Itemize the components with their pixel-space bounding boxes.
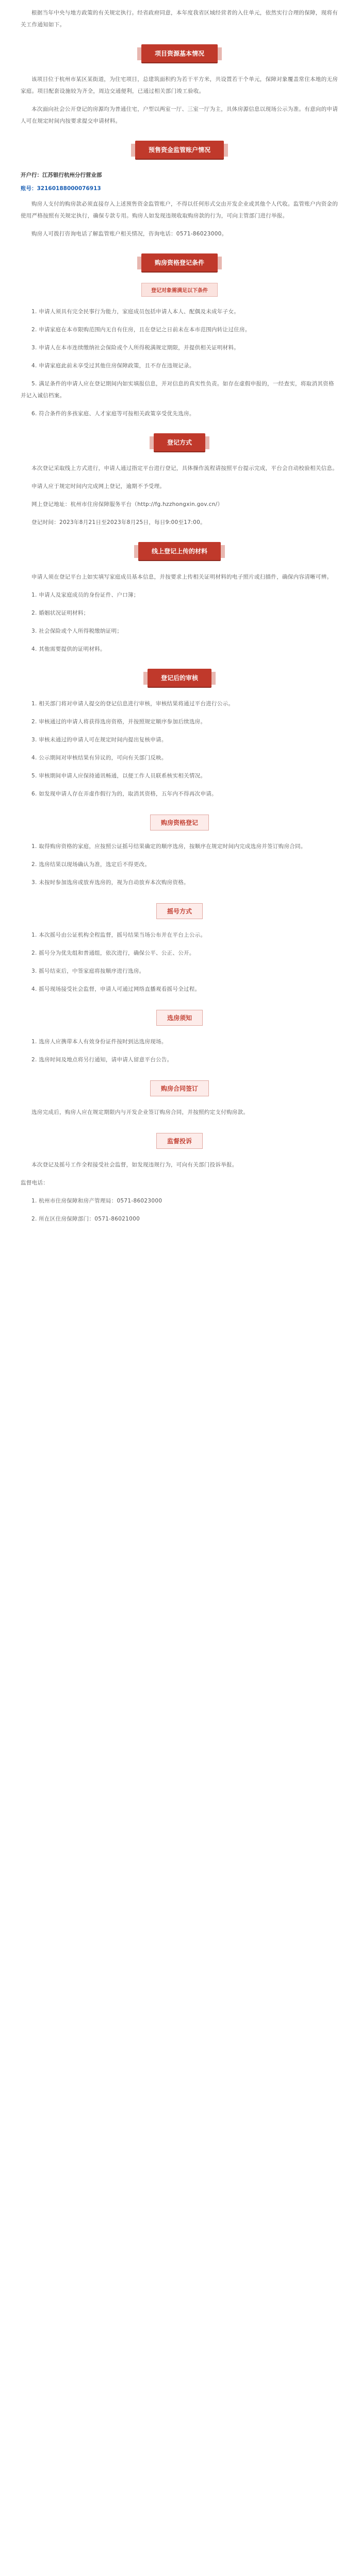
paragraph: 2. 婚姻状况证明材料； — [31, 610, 89, 616]
paragraph: 2. 选房结果以现场确认为准，选定后不得更改。 — [31, 861, 151, 868]
paragraph: 3. 申请人在本市连续缴纳社会保险或个人所得税满规定期限，并提供相关证明材料。 — [31, 345, 240, 351]
section-header — [21, 669, 338, 687]
paragraph: 3. 审核未通过的申请人可在规定时间内提出复核申请。 — [31, 737, 167, 743]
paragraph: 4. 公示期间对审核结果有异议的，可向有关部门反映。 — [31, 755, 167, 761]
section-title: 监督投诉 — [156, 1133, 203, 1149]
list-item: 1. 杭州市住房保障和房产管理局：0571-86023000 — [31, 1198, 162, 1204]
section-title: 购房资格登记 — [150, 815, 209, 831]
paragraph: 4. 申请家庭此前未享受过其他住房保障政策，且不存在违规记录。 — [31, 363, 195, 369]
paragraph: 1. 选房人应携带本人有效身份证件按时到达选房现场。 — [31, 1039, 167, 1045]
paragraph: 3. 未按时参加选房或放弃选房的，视为自动放弃本次购房资格。 — [31, 879, 189, 886]
list-item: 2. 所在区住房保障部门：0571-86021000 — [31, 1216, 140, 1222]
paragraph: 本次登记采取线上方式进行，申请人通过指定平台进行登记，具体操作流程请按照平台提示完成，平台会自动校验相关信息。 — [31, 465, 338, 471]
paragraph: 4. 摇号现场接受社会监督，申请人可通过网络直播观看摇号全过程。 — [31, 986, 201, 992]
paragraph: 选房完成后，购房人应在规定期限内与开发企业签订购房合同，并按照约定支付购房款。 — [31, 1109, 249, 1115]
paragraph: 3. 摇号结束后，中签家庭将按顺序进行选房。 — [31, 968, 145, 974]
section-title: 预售资金监管账户情况 — [135, 141, 224, 159]
section-header — [21, 253, 338, 272]
registration-time: 登记时间：2023年8月21日至2023年8月25日，每日9:00至17:00。 — [31, 519, 206, 526]
paragraph: 2. 选房时间及地点将另行通知，请申请人留意平台公告。 — [31, 1057, 173, 1063]
paragraph: 1. 申请人及家庭成员的身份证件、户口簿； — [31, 592, 139, 598]
section-title: 登记方式 — [154, 433, 205, 451]
paragraph: 本次面向社会公开登记的房源均为普通住宅，户型以两室一厅、三室一厅为主，具体房源信息以现场公示为准。有意向的申请人可在规定时间内按要求提交申请材料。 — [21, 106, 338, 124]
section-title: 选房须知 — [156, 1010, 203, 1026]
section-header — [21, 1132, 338, 1149]
paragraph: 该项目位于杭州市某区某街道，为住宅项目，总建筑面积约为若干平方米，共设置若干个单元，保障对象覆盖常住本地的无房家庭。项目配套设施较为齐全，周边交通便利，已通过相关部门竣工验收。 — [21, 76, 338, 94]
paragraph: 网上登记地址：杭州市住房保障服务平台（http://fg.hzzhongxin.gov.cn/） — [31, 501, 223, 507]
section-header — [21, 902, 338, 919]
intro-text: 根据当年中央与地方政策的有关规定执行。经省政府同意，本年度我省区域经营者的入住单元，依然实行合理的保障，现将有关工作通知如下。 — [21, 10, 338, 28]
section-title: 摇号方式 — [156, 903, 203, 919]
section-header — [21, 141, 338, 159]
paragraph: 申请人应于规定时间内完成网上登记，逾期不予受理。 — [31, 483, 166, 489]
section-header — [21, 44, 338, 62]
paragraph: 监督电话： — [21, 1180, 48, 1186]
paragraph: 6. 如发现申请人存在弄虚作假行为的，取消其资格，五年内不得再次申请。 — [31, 791, 217, 797]
paragraph: 1. 申请人须具有完全民事行为能力，家庭成员包括申请人本人、配偶及未成年子女。 — [31, 309, 240, 315]
section-header — [21, 542, 338, 560]
paragraph: 6. 符合条件的多孩家庭、人才家庭等可按相关政策享受优先选房。 — [31, 411, 195, 417]
section-title: 线上登记上传的材料 — [138, 542, 221, 560]
paragraph: 5. 审核期间申请人应保持通讯畅通，以便工作人员联系核实相关情况。 — [31, 773, 206, 779]
section-header — [21, 814, 338, 831]
paragraph: 2. 摇号分为优先组和普通组，依次进行，确保公平、公正、公开。 — [31, 950, 195, 956]
paragraph: 1. 取得购房资格的家庭，应按照公证摇号结果确定的顺序选房，按顺序在规定时间内完成选房并签订购房合同。 — [31, 843, 306, 850]
bank-label: 开户行：江苏银行杭州分行营业部 — [21, 172, 102, 178]
section-title: 购房资格登记条件 — [141, 253, 218, 272]
sub-header — [21, 283, 338, 297]
section-title: 项目资源基本情况 — [141, 44, 218, 62]
section-header — [21, 1009, 338, 1026]
paragraph: 购房人支付的购房款必须直接存入上述预售资金监管账户，不得以任何形式交由开发企业或其他个人代收。监管账户内资金的使用严格按照有关规定执行，确保专款专用。购房人如发现违规收取购房款的行为，可向主管部门进行举报。 — [21, 201, 338, 219]
paragraph: 1. 相关部门将对申请人提交的登记信息进行审核，审核结果将通过平台进行公示。 — [31, 701, 234, 707]
paragraph: 1. 本次摇号由公证机构全程监督，摇号结果当场公布并在平台上公示。 — [31, 932, 206, 938]
paragraph: 2. 审核通过的申请人将获得选房资格，并按照规定顺序参加后续选房。 — [31, 719, 206, 725]
section-header — [21, 433, 338, 451]
paragraph: 申请人须在登记平台上如实填写家庭成员基本信息，并按要求上传相关证明材料的电子照片或扫描件，确保内容清晰可辨。 — [31, 574, 333, 580]
section-title: 购房合同签订 — [150, 1080, 209, 1096]
paragraph: 4. 其他需要提供的证明材料。 — [31, 646, 106, 652]
paragraph: 本次登记及摇号工作全程接受社会监督，如发现违规行为，可向有关部门投诉举报。 — [31, 1162, 238, 1168]
paragraph: 购房人可拨打咨询电话了解监管账户相关情况，咨询电话：0571-86023000。 — [31, 231, 227, 237]
sub-header-label: 登记对象需满足以下条件 — [141, 283, 218, 297]
paragraph: 5. 满足条件的申请人应在登记期间内如实填报信息，并对信息的真实性负责。如存在虚假申报的，一经查实，将取消其资格并记入诚信档案。 — [21, 381, 334, 399]
paragraph: 2. 申请家庭在本市限购范围内无自有住房，且在登记之日前未在本市范围内转让过住房。 — [31, 327, 251, 333]
paragraph: 3. 社会保险或个人所得税缴纳证明； — [31, 628, 123, 634]
section-header — [21, 1079, 338, 1096]
section-title: 登记后的审核 — [148, 669, 211, 687]
account-number: 账号：32160188000076913 — [21, 185, 101, 192]
